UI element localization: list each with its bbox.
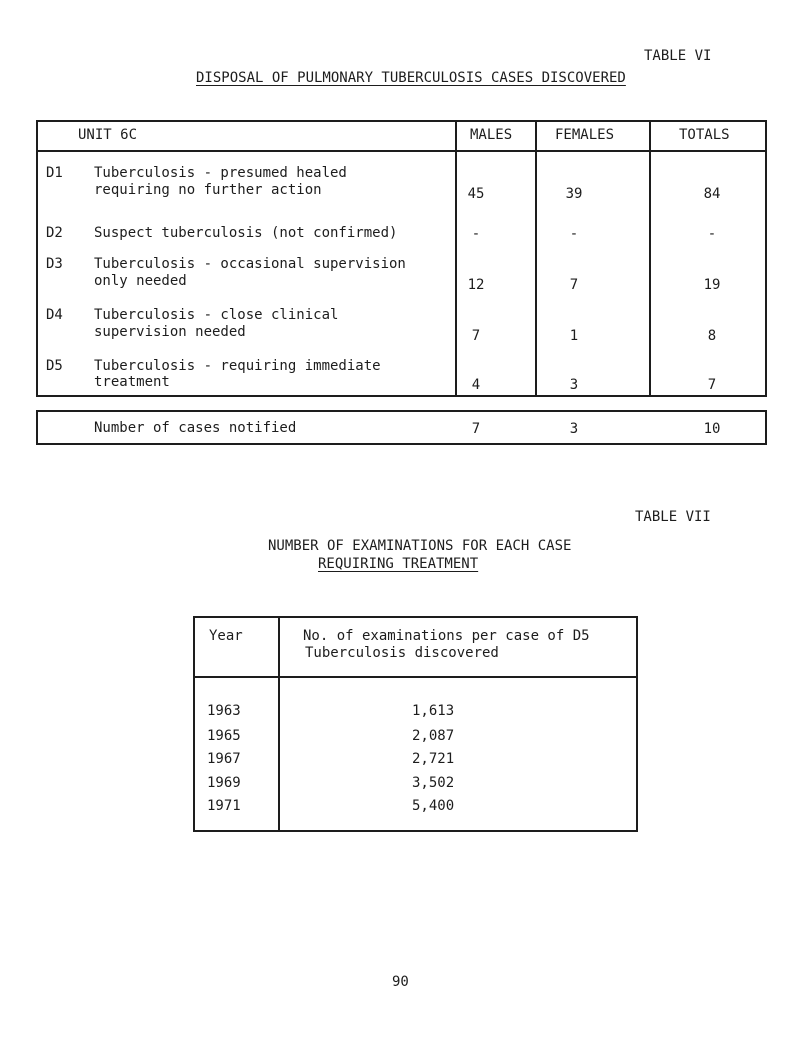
table7-title-line2: REQUIRING TREATMENT — [318, 556, 479, 572]
row-code: D2 — [46, 225, 63, 241]
row-code: D1 — [46, 165, 63, 181]
row-females: 39 — [565, 186, 583, 202]
row-year: 1971 — [207, 798, 241, 814]
notified-females: 3 — [569, 421, 579, 437]
header-value-line2: Tuberculosis discovered — [305, 645, 499, 661]
row-value: 3,502 — [412, 775, 455, 791]
row-desc-line2: requiring no further action — [94, 182, 322, 198]
table6 — [36, 120, 767, 397]
divider — [535, 122, 537, 395]
header-females: FEMALES — [555, 127, 615, 143]
row-totals: 7 — [707, 377, 717, 393]
row-value: 5,400 — [412, 798, 455, 814]
cases-notified-row — [36, 410, 767, 445]
table7-title-line1: NUMBER OF EXAMINATIONS FOR EACH CASE — [268, 538, 572, 554]
row-code: D3 — [46, 256, 63, 272]
row-males: 12 — [467, 277, 485, 293]
divider — [455, 122, 457, 395]
row-males: 45 — [467, 186, 485, 202]
row-value: 2,087 — [412, 728, 455, 744]
row-totals: 84 — [703, 186, 721, 202]
row-females: 3 — [569, 377, 579, 393]
table7-label: TABLE VII — [635, 509, 711, 525]
row-code: D5 — [46, 358, 63, 374]
header-males: MALES — [470, 127, 513, 143]
divider — [38, 150, 765, 152]
row-desc-line1: Suspect tuberculosis (not confirmed) — [94, 225, 398, 241]
row-year: 1969 — [207, 775, 241, 791]
row-code: D4 — [46, 307, 63, 323]
header-unit: UNIT 6C — [78, 127, 138, 143]
row-males: - — [471, 226, 481, 242]
row-desc-line2: supervision needed — [94, 324, 246, 340]
header-value-line1: No. of examinations per case of D5 — [303, 628, 590, 644]
row-desc-line1: Tuberculosis - close clinical — [94, 307, 339, 323]
row-value: 2,721 — [412, 751, 455, 767]
row-females: 1 — [569, 328, 579, 344]
row-desc-line1: Tuberculosis - presumed healed — [94, 165, 347, 181]
table6-title: DISPOSAL OF PULMONARY TUBERCULOSIS CASES DISCOVERED — [196, 70, 626, 86]
divider — [649, 122, 651, 395]
row-totals: - — [707, 226, 717, 242]
row-desc-line1: Tuberculosis - requiring immediate — [94, 358, 381, 374]
row-desc-line2: only needed — [94, 273, 187, 289]
row-desc-line1: Tuberculosis - occasional supervision — [94, 256, 406, 272]
row-desc-line2: treatment — [94, 374, 170, 390]
row-totals: 19 — [703, 277, 721, 293]
row-value: 1,613 — [412, 703, 455, 719]
notified-label: Number of cases notified — [94, 420, 297, 436]
row-males: 7 — [471, 328, 481, 344]
header-year: Year — [209, 628, 243, 644]
row-females: 7 — [569, 277, 579, 293]
page-number: 90 — [392, 974, 409, 990]
row-males: 4 — [471, 377, 481, 393]
notified-totals: 10 — [703, 421, 721, 437]
row-totals: 8 — [707, 328, 717, 344]
notified-males: 7 — [471, 421, 481, 437]
table7 — [193, 616, 638, 832]
table6-label: TABLE VI — [644, 48, 712, 64]
divider — [195, 676, 636, 678]
header-totals: TOTALS — [679, 127, 730, 143]
row-females: - — [569, 226, 579, 242]
row-year: 1963 — [207, 703, 241, 719]
divider — [278, 618, 280, 830]
row-year: 1965 — [207, 728, 241, 744]
row-year: 1967 — [207, 751, 241, 767]
